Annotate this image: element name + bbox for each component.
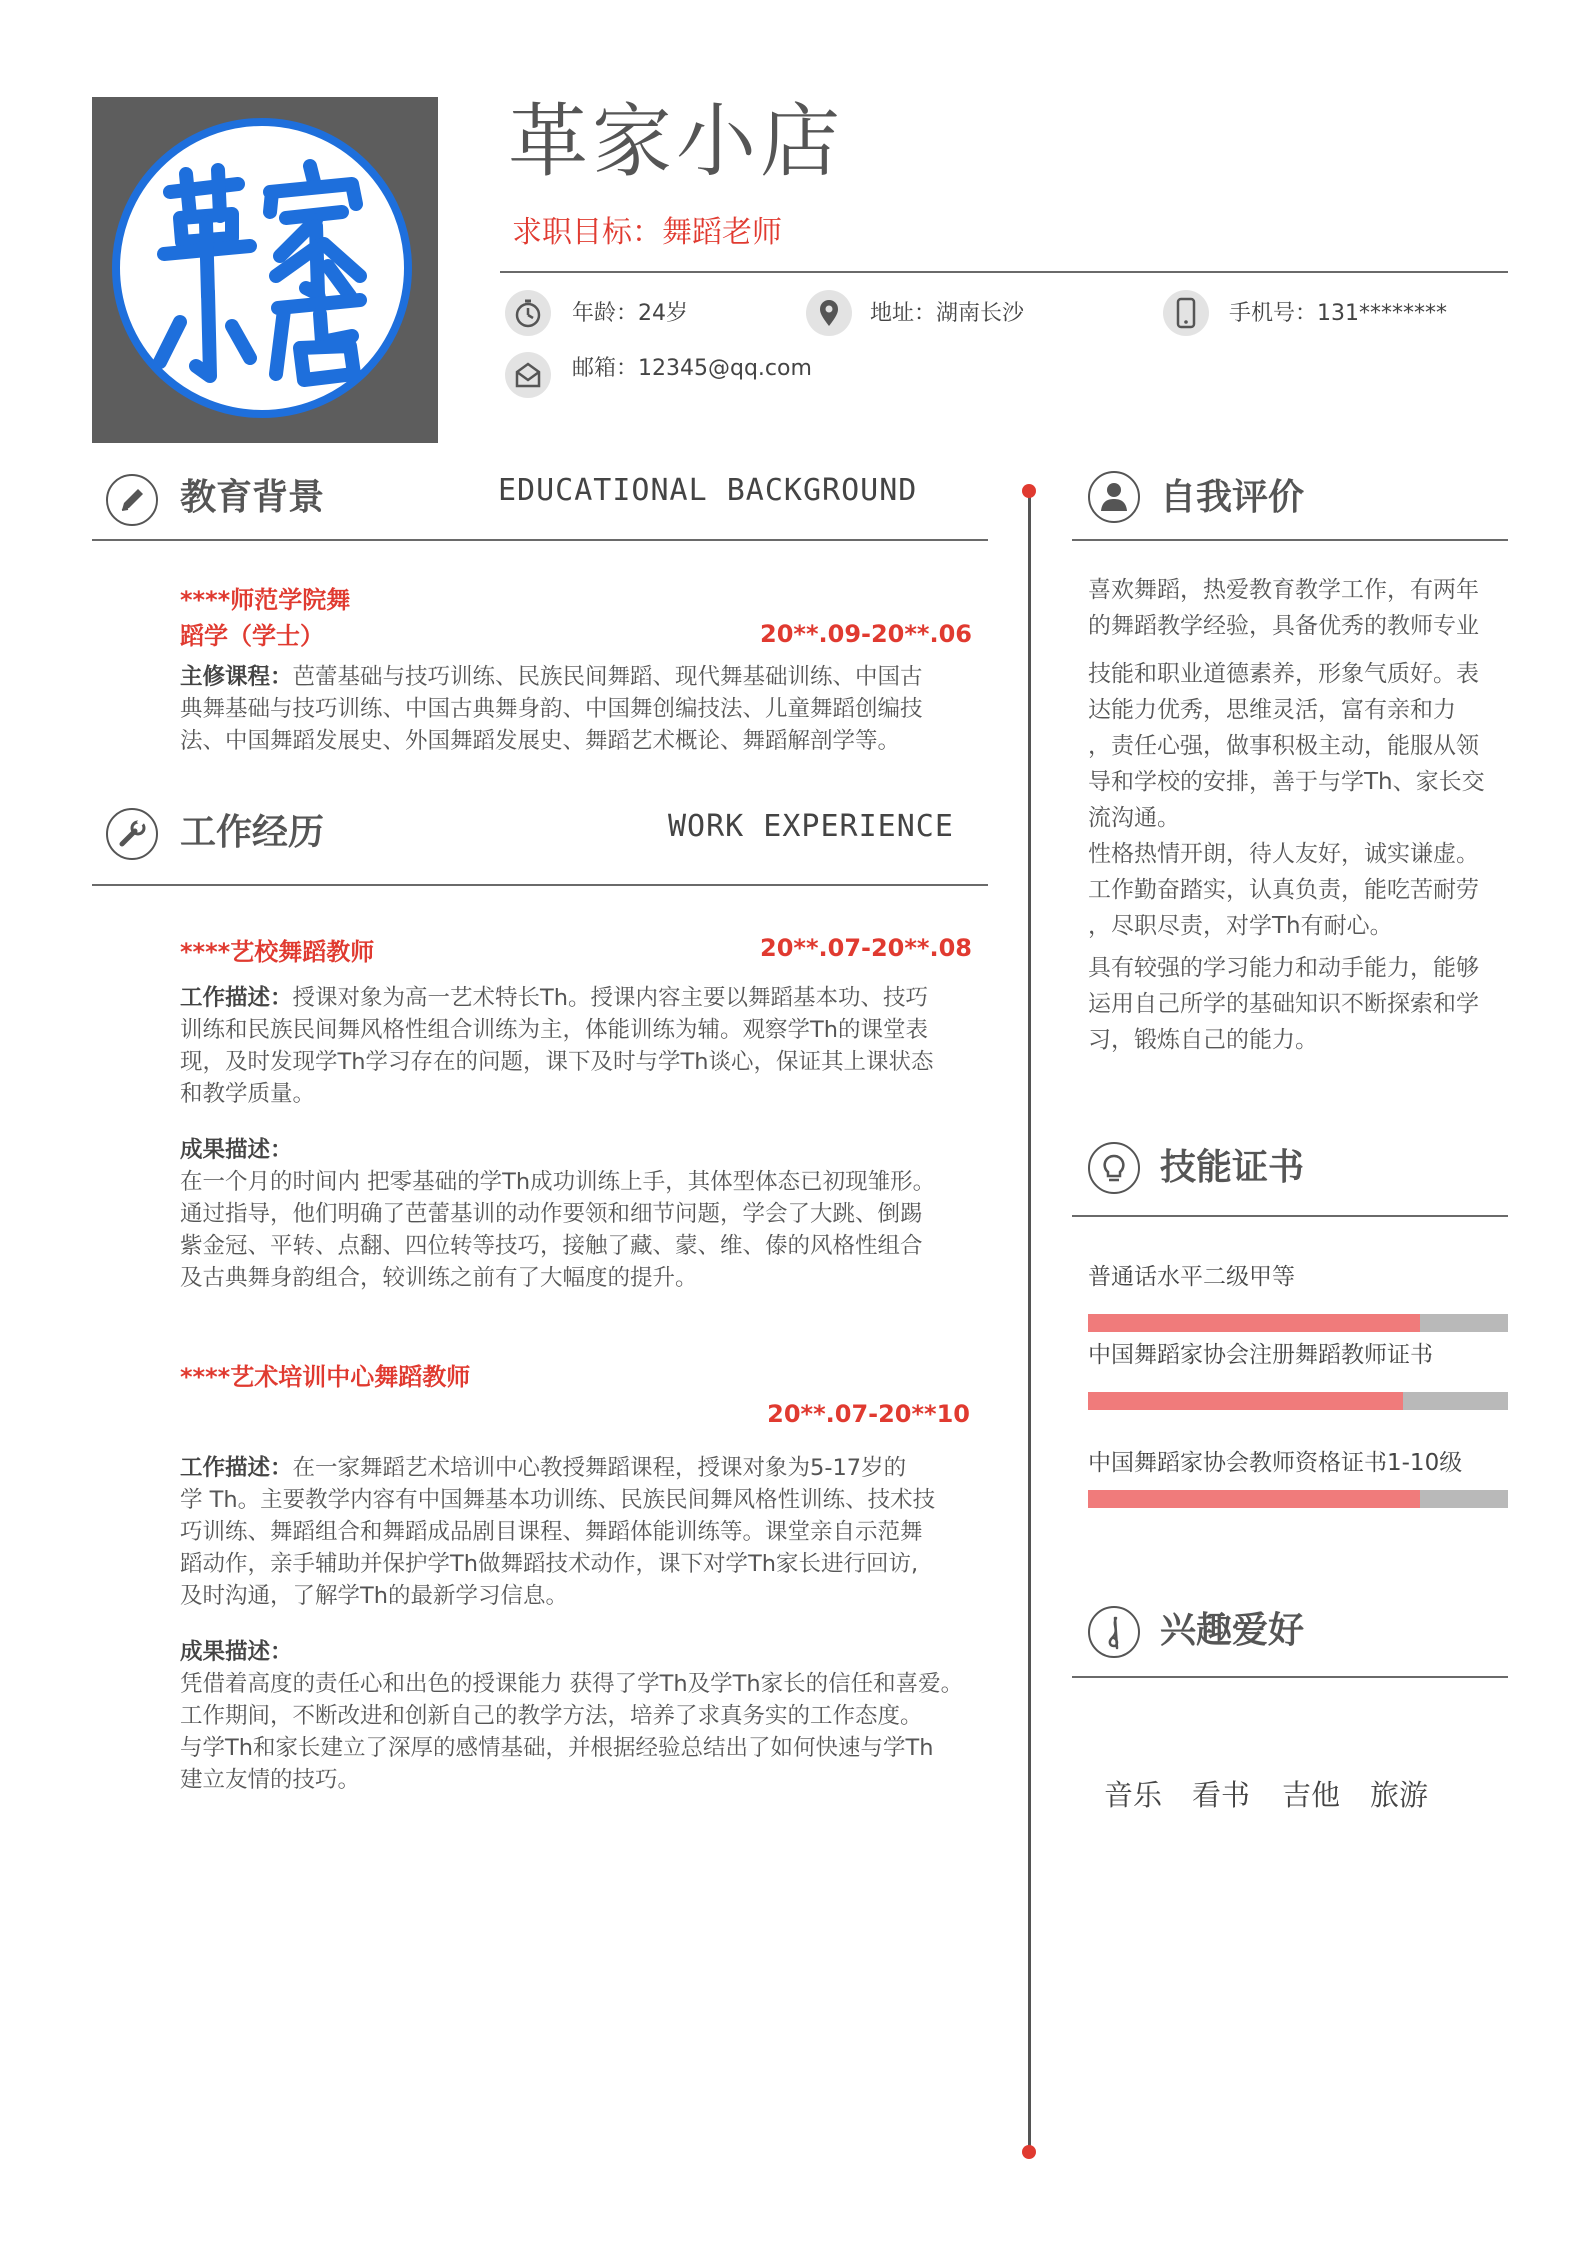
age-info: 年龄：24岁 xyxy=(572,301,688,326)
results-line: 在一个月的时间内 把零基础的学Th成功训练上手，其体型体态已初现雏形。 xyxy=(180,1169,936,1195)
skill-bar-fill xyxy=(1088,1314,1420,1332)
self-eval-line: 技能和职业道德素养，形象气质好。表 xyxy=(1088,661,1479,687)
education-title: 教育背景 xyxy=(180,477,325,518)
results-line: 建立友情的技巧。 xyxy=(180,1767,361,1793)
self-eval-line: 流沟通。 xyxy=(1088,805,1180,831)
timeline-dot-top xyxy=(1022,484,1036,498)
self-eval-line: 导和学校的安排，善于与学Th、家长交 xyxy=(1088,769,1485,795)
description-label: 工作描述： xyxy=(180,985,293,1011)
school-name-line1: ****师范学院舞 xyxy=(180,586,351,614)
self-eval-line: 的舞蹈教学经验，具备优秀的教师专业 xyxy=(1088,613,1479,639)
self-eval-line: 喜欢舞蹈，热爱教育教学工作，有两年 xyxy=(1088,577,1479,603)
description-line: 及时沟通，了解学Th的最新学习信息。 xyxy=(180,1583,569,1609)
location-pin-icon xyxy=(806,290,852,336)
address-info: 地址：湖南长沙 xyxy=(870,301,1025,326)
job-title: ****艺术培训中心舞蹈教师 xyxy=(180,1363,471,1391)
timeline-dot-bottom xyxy=(1022,2145,1036,2159)
self-eval-line: 性格热情开朗，待人友好，诚实谦虚。 xyxy=(1088,841,1479,867)
education-dates: 20**.09-20**.06 xyxy=(760,620,972,648)
self-eval-line: 达能力优秀，思维灵活，富有亲和力 xyxy=(1088,697,1456,723)
hobbies-divider xyxy=(1072,1676,1508,1678)
skill-bar-fill xyxy=(1088,1490,1420,1508)
skills-title: 技能证书 xyxy=(1160,1147,1305,1188)
job-title: ****艺校舞蹈教师 xyxy=(180,938,375,966)
person-icon xyxy=(1088,471,1140,523)
objective-label: 求职目标： xyxy=(512,215,662,250)
timer-icon xyxy=(505,290,551,336)
pencil-icon xyxy=(106,474,158,526)
mobile-phone-icon xyxy=(1163,290,1209,336)
results-label: 成果描述： xyxy=(180,1639,293,1665)
results-line: 与学Th和家长建立了深厚的感情基础，并根据经验总结出了如何快速与学Th xyxy=(180,1735,934,1761)
description-line: 在一家舞蹈艺术培训中心教授舞蹈课程，授课对象为5-17岁的 xyxy=(292,1455,907,1481)
education-courses xyxy=(180,661,992,757)
skills-divider xyxy=(1072,1215,1508,1217)
skill-bar-track xyxy=(1088,1314,1508,1332)
lightbulb-icon xyxy=(1088,1142,1140,1194)
courses-line: 芭蕾基础与技巧训练、民族民间舞蹈、现代舞基础训练、中国古 xyxy=(292,664,923,690)
job-results xyxy=(180,1134,992,1294)
results-line: 凭借着高度的责任心和出色的授课能力 获得了学Th及学Th家长的信任和喜爱。 xyxy=(180,1671,964,1697)
self-eval-text xyxy=(1088,572,1485,1058)
description-label: 工作描述： xyxy=(180,1455,293,1481)
work-title: 工作经历 xyxy=(180,812,325,853)
description-line: 训练和民族民间舞风格性组合训练为主，体能训练为辅。观察学Th的课堂表 xyxy=(180,1017,929,1043)
skill-label: 普通话水平二级甲等 xyxy=(1088,1264,1295,1290)
header-divider xyxy=(500,271,1508,273)
hobbies-title: 兴趣爱好 xyxy=(1160,1610,1305,1651)
job-dates: 20**.07-20**.08 xyxy=(760,934,972,962)
results-line: 紫金冠、平转、点翻、四位转等技巧，接触了藏、蒙、维、傣的风格性组合 xyxy=(180,1233,923,1259)
courses-label: 主修课程： xyxy=(180,664,293,690)
self-eval-title: 自我评价 xyxy=(1160,477,1305,518)
description-line: 蹈动作，亲手辅助并保护学Th做舞蹈技术动作，课下对学Th家长进行回访, xyxy=(180,1551,919,1577)
results-line: 通过指导，他们明确了芭蕾基训的动作要领和细节问题，学会了大跳、倒踢 xyxy=(180,1201,923,1227)
skill-bar-fill xyxy=(1088,1392,1403,1410)
skill-label: 中国舞蹈家协会教师资格证书1-10级 xyxy=(1088,1450,1463,1476)
self-eval-line: ，尽职尽责，对学Th有耐心。 xyxy=(1088,913,1393,939)
wrench-icon xyxy=(106,808,158,860)
hobby-item: 看书 xyxy=(1192,1778,1251,1812)
hobby-item: 旅游 xyxy=(1370,1778,1429,1812)
job-description xyxy=(180,1452,992,1612)
education-title-en: EDUCATIONAL BACKGROUND xyxy=(498,473,918,508)
self-eval-line: 运用自己所学的基础知识不断探索和学 xyxy=(1088,991,1479,1017)
description-line: 现，及时发现学Th学习存在的问题，课下及时与学Th谈心，保证其上课状态 xyxy=(180,1049,934,1075)
self-eval-line: 具有较强的学习能力和动手能力，能够 xyxy=(1088,955,1479,981)
self-eval-line: 工作勤奋踏实，认真负责，能吃苦耐劳 xyxy=(1088,877,1479,903)
timeline-line xyxy=(1028,490,1031,2154)
envelope-icon xyxy=(505,352,551,398)
work-divider xyxy=(92,884,988,886)
skill-bar-track xyxy=(1088,1392,1508,1410)
email-info: 邮箱：12345@qq.com xyxy=(572,356,812,381)
job-description xyxy=(180,982,992,1110)
self-eval-line: ，责任心强，做事积极主动，能服从领 xyxy=(1088,733,1479,759)
school-name-line2: 蹈学（学士） xyxy=(180,622,324,650)
objective-value: 舞蹈老师 xyxy=(662,215,782,250)
results-label: 成果描述： xyxy=(180,1137,293,1163)
courses-line: 典舞基础与技巧训练、中国古典舞身韵、中国舞创编技法、儿童舞蹈创编技 xyxy=(180,696,923,722)
results-line: 工作期间，不断改进和创新自己的教学方法，培养了求真务实的工作态度。 xyxy=(180,1703,923,1729)
phone-info: 手机号：131******** xyxy=(1229,301,1447,326)
description-line: 学 Th。主要教学内容有中国舞基本功训练、民族民间舞风格性训练、技术技 xyxy=(180,1487,936,1513)
skill-bar-track xyxy=(1088,1490,1508,1508)
results-line: 及古典舞身韵组合，较训练之前有了大幅度的提升。 xyxy=(180,1265,698,1291)
shop-seal-logo xyxy=(112,118,412,418)
skill-label: 中国舞蹈家协会注册舞蹈教师证书 xyxy=(1088,1342,1433,1368)
self-eval-divider xyxy=(1072,539,1508,541)
calligraphy-logo-icon xyxy=(120,126,404,410)
description-line: 和教学质量。 xyxy=(180,1081,316,1107)
education-divider xyxy=(92,539,988,541)
music-note-icon xyxy=(1088,1606,1140,1658)
hobby-item: 吉他 xyxy=(1282,1778,1341,1812)
job-results xyxy=(180,1636,992,1796)
job-dates: 20**.07-20**10 xyxy=(767,1400,970,1428)
candidate-name: 革家小店 xyxy=(508,95,844,188)
courses-line: 法、中国舞蹈发展史、外国舞蹈发展史、舞蹈艺术概论、舞蹈解剖学等。 xyxy=(180,728,901,754)
work-title-en: WORK EXPERIENCE xyxy=(668,809,954,844)
description-line: 巧训练、舞蹈组合和舞蹈成品剧目课程、舞蹈体能训练等。课堂亲自示范舞 xyxy=(180,1519,923,1545)
job-objective xyxy=(512,215,782,250)
hobby-item: 音乐 xyxy=(1104,1778,1163,1812)
description-line: 授课对象为高一艺术特长Th。授课内容主要以舞蹈基本功、技巧 xyxy=(292,985,929,1011)
self-eval-line: 习，锻炼自己的能力。 xyxy=(1088,1027,1318,1053)
